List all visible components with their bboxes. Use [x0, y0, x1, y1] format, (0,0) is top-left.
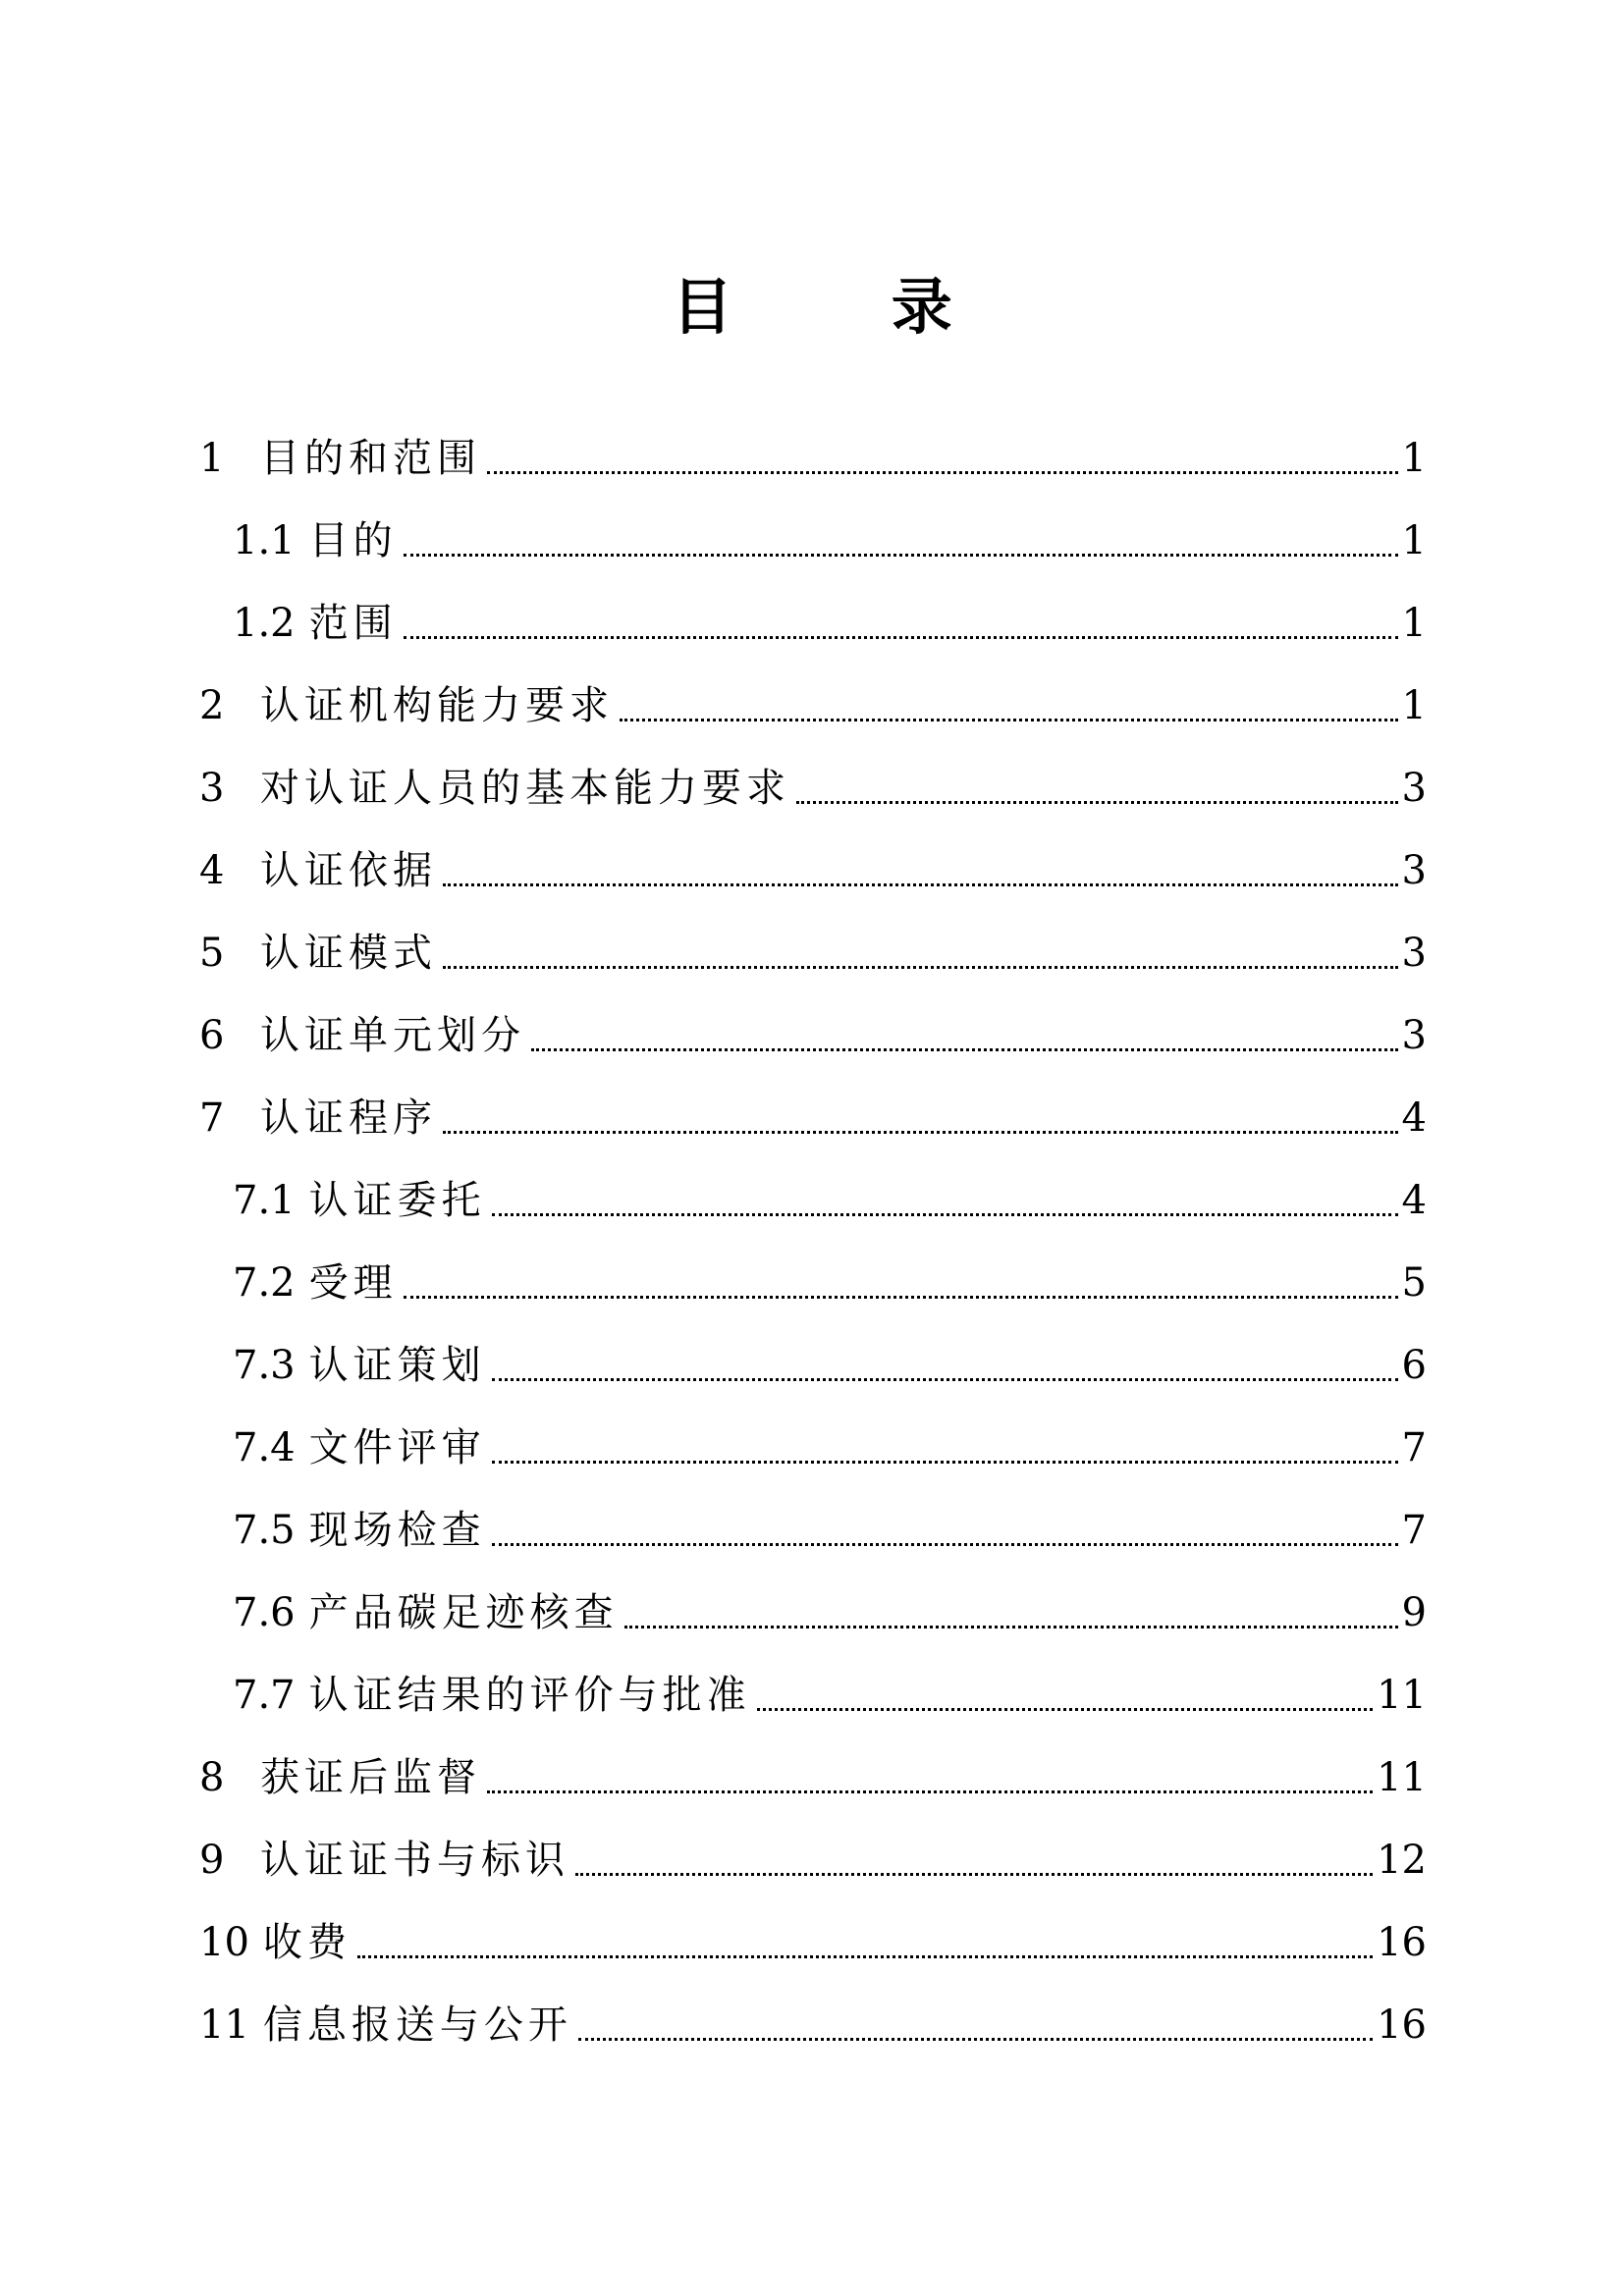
- toc-entry-number: 6: [199, 1013, 225, 1058]
- toc-dot-leader: [404, 554, 1398, 557]
- toc-entry[interactable]: [199, 1736, 1427, 1819]
- toc-dot-leader: [578, 2038, 1373, 2041]
- toc-entry-title: 认证模式: [260, 931, 437, 976]
- toc-entry-number: 10: [199, 1920, 249, 1965]
- toc-dot-leader: [620, 719, 1398, 721]
- toc-entry[interactable]: [199, 1407, 1427, 1489]
- toc-entry-page-number: 12: [1377, 1838, 1427, 1883]
- toc-entry[interactable]: [199, 747, 1427, 829]
- toc-entry[interactable]: [199, 1242, 1427, 1324]
- toc-entry-title: 认证证书与标识: [260, 1838, 569, 1883]
- toc-entry-page-number: 11: [1377, 1755, 1427, 1800]
- toc-entry-number: 8: [199, 1755, 225, 1800]
- toc-dot-leader: [492, 1213, 1398, 1216]
- toc-entry[interactable]: [199, 1819, 1427, 1901]
- toc-entry-page-number: 16: [1377, 2002, 1427, 2048]
- toc-dot-leader: [357, 1955, 1373, 1958]
- toc-entry-number: 7.6: [233, 1590, 296, 1635]
- toc-entry-title: 目的和范围: [260, 436, 481, 481]
- toc-entry-title: 文件评审: [308, 1425, 486, 1470]
- toc-dot-leader: [404, 1296, 1398, 1299]
- toc-entry[interactable]: [199, 417, 1427, 500]
- toc-entry-title: 收费: [262, 1920, 352, 1965]
- toc-entry-number: 3: [199, 766, 225, 811]
- table-of-contents: [199, 417, 1427, 2066]
- toc-entry-page-number: 1: [1401, 601, 1427, 646]
- toc-entry-number: 7.1: [233, 1178, 296, 1223]
- toc-entry-page-number: 4: [1401, 1178, 1427, 1223]
- toc-entry-page-number: 3: [1401, 766, 1427, 811]
- toc-entry-number: 1.2: [233, 601, 296, 646]
- toc-entry[interactable]: [199, 500, 1427, 582]
- page-title: 目 录: [672, 271, 1021, 343]
- toc-entry[interactable]: [199, 1901, 1427, 1984]
- toc-entry-title: 认证委托: [308, 1178, 486, 1223]
- toc-entry-page-number: 1: [1401, 436, 1427, 481]
- toc-entry[interactable]: [199, 1077, 1427, 1159]
- toc-dot-leader: [443, 883, 1398, 886]
- toc-entry-number: 1.1: [233, 518, 296, 563]
- toc-dot-leader: [796, 801, 1398, 804]
- toc-entry[interactable]: [199, 582, 1427, 665]
- toc-entry-title: 对认证人员的基本能力要求: [260, 766, 790, 811]
- toc-entry-page-number: 6: [1401, 1343, 1427, 1388]
- toc-dot-leader: [575, 1873, 1373, 1876]
- toc-dot-leader: [443, 1131, 1398, 1134]
- toc-entry[interactable]: [199, 829, 1427, 912]
- toc-entry-number: 7: [199, 1095, 225, 1141]
- toc-dot-leader: [443, 966, 1398, 969]
- toc-entry-number: 7.4: [233, 1425, 296, 1470]
- toc-entry-page-number: 1: [1401, 683, 1427, 728]
- toc-entry-number: 2: [199, 683, 225, 728]
- toc-entry[interactable]: [199, 1654, 1427, 1736]
- toc-entry-title: 现场检查: [308, 1508, 486, 1553]
- toc-entry-number: 1: [199, 436, 225, 481]
- toc-dot-leader: [757, 1708, 1373, 1711]
- toc-entry-title: 受理: [308, 1260, 398, 1306]
- toc-entry-page-number: 1: [1401, 518, 1427, 563]
- toc-entry-title: 获证后监督: [260, 1755, 481, 1800]
- toc-entry-title: 信息报送与公开: [262, 2002, 572, 2048]
- toc-entry-page-number: 4: [1401, 1095, 1427, 1141]
- toc-entry-page-number: 3: [1401, 931, 1427, 976]
- toc-entry-number: 5: [199, 931, 225, 976]
- toc-entry[interactable]: [199, 1159, 1427, 1242]
- toc-dot-leader: [404, 636, 1398, 639]
- toc-entry-title: 产品碳足迹核查: [308, 1590, 619, 1635]
- toc-entry-number: 4: [199, 848, 225, 893]
- toc-entry-title: 认证结果的评价与批准: [308, 1673, 751, 1718]
- toc-dot-leader: [531, 1048, 1398, 1051]
- toc-dot-leader: [492, 1543, 1398, 1546]
- toc-entry[interactable]: [199, 1984, 1427, 2066]
- toc-entry[interactable]: [199, 994, 1427, 1077]
- toc-entry-page-number: 7: [1401, 1425, 1427, 1470]
- toc-entry-title: 认证机构能力要求: [260, 683, 614, 728]
- toc-entry[interactable]: [199, 1572, 1427, 1654]
- toc-entry[interactable]: [199, 665, 1427, 747]
- toc-entry-number: 7.7: [233, 1673, 296, 1718]
- toc-dot-leader: [487, 1790, 1373, 1793]
- toc-entry-page-number: 5: [1401, 1260, 1427, 1306]
- toc-entry-page-number: 3: [1401, 1013, 1427, 1058]
- toc-entry-number: 7.3: [233, 1343, 296, 1388]
- toc-entry-title: 认证单元划分: [260, 1013, 525, 1058]
- toc-entry-title: 认证依据: [260, 848, 437, 893]
- toc-entry-page-number: 3: [1401, 848, 1427, 893]
- toc-entry-title: 认证策划: [308, 1343, 486, 1388]
- toc-entry-page-number: 7: [1401, 1508, 1427, 1553]
- toc-entry-page-number: 11: [1377, 1673, 1427, 1718]
- toc-entry[interactable]: [199, 1324, 1427, 1407]
- toc-entry-number: 9: [199, 1838, 225, 1883]
- toc-dot-leader: [492, 1461, 1398, 1464]
- toc-entry-title: 范围: [308, 601, 398, 646]
- toc-entry-title: 目的: [308, 518, 398, 563]
- toc-entry[interactable]: [199, 912, 1427, 994]
- toc-entry[interactable]: [199, 1489, 1427, 1572]
- toc-dot-leader: [624, 1626, 1398, 1629]
- toc-entry-page-number: 9: [1401, 1590, 1427, 1635]
- toc-entry-number: 7.2: [233, 1260, 296, 1306]
- toc-entry-number: 7.5: [233, 1508, 296, 1553]
- toc-entry-page-number: 16: [1377, 1920, 1427, 1965]
- toc-dot-leader: [487, 471, 1398, 474]
- toc-dot-leader: [492, 1378, 1398, 1381]
- toc-entry-number: 11: [199, 2002, 249, 2048]
- toc-entry-title: 认证程序: [260, 1095, 437, 1141]
